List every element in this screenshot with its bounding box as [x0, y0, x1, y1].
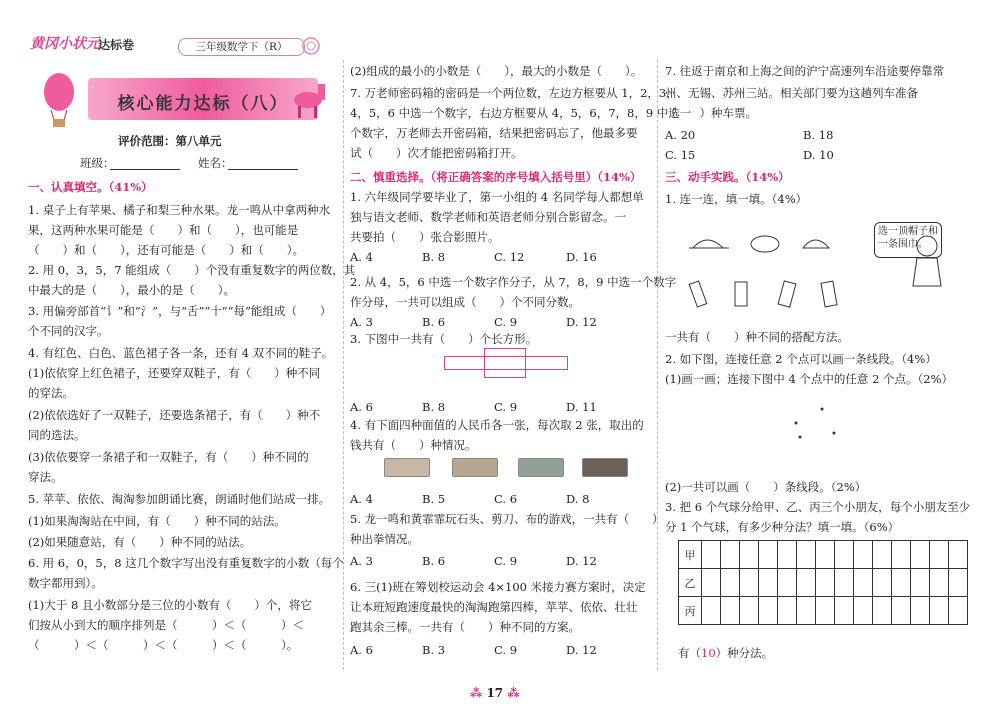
question-text: 6. 用 6，0，5，8 这几个数字写出没有重复数字的小数（每个: [28, 556, 344, 570]
question-text: 4. 有红色、白色、蓝色裙子各一条，还有 4 双不同的鞋子。: [28, 346, 334, 360]
question-text: 个不同的汉字。: [28, 324, 109, 338]
choice-option[interactable]: B. 8: [422, 400, 446, 414]
choice-option[interactable]: D. 12: [566, 315, 597, 329]
question-text: 6. 三(1)班在筹划校运动会 4×100 米接力赛方案时，决定: [350, 580, 646, 594]
question-text: 跑其余三棒。一共有（ ）种不同的方案。: [350, 620, 580, 634]
answer-value: 10: [701, 646, 716, 660]
question-text: 共要拍（ ）张合影照片。: [350, 230, 500, 244]
choice-option[interactable]: C. 9: [494, 315, 518, 329]
choice-option[interactable]: C. 15: [665, 148, 696, 162]
question-text: (3)依依要穿一条裙子和一双鞋子，有（ ）种不同的: [28, 450, 309, 464]
money-20-yuan: [452, 458, 498, 477]
question-text: 穿法。: [28, 470, 63, 484]
question-text: （ ）和（ ），还有可能是（ ）和（ ）。: [28, 243, 304, 257]
question-text: (2)如果随意站，有（ ）种不同的站法。: [28, 535, 252, 549]
question-text: 让本班短跑速度最快的淘淘跑第四棒，苹苹、依依、壮壮: [350, 600, 638, 614]
question-text: 1. 桌子上有苹果、橘子和梨三种水果。龙一鸣从中拿两种水: [28, 203, 331, 217]
choice-option[interactable]: D. 10: [803, 148, 834, 162]
choice-option[interactable]: B. 6: [422, 554, 446, 568]
section-banner: [88, 78, 318, 120]
question-text: 作分母，一共可以组成（ ）个不同分数。: [350, 295, 580, 309]
choice-options: [350, 400, 638, 414]
evaluation-scope: 评价范围：第八单元: [118, 134, 222, 148]
rectangle-figure: [444, 348, 568, 380]
choice-option[interactable]: A. 20: [665, 128, 696, 142]
question-text: 个数字，万老师去开密码箱，结果把密码忘了，他最多要: [350, 126, 638, 140]
question-text: 分 1 个气球，有多少种分法？填一填。（6%）: [665, 520, 900, 534]
money-10-yuan: [384, 458, 430, 477]
question-text: 独与语文老师、数学老师和英语老师分别合影留念。一: [350, 210, 626, 224]
girl-icon: [905, 232, 945, 288]
choice-option[interactable]: C. 9: [494, 643, 518, 657]
choice-option[interactable]: A. 4: [350, 492, 373, 506]
choice-options: [350, 315, 638, 329]
choice-option[interactable]: A. 3: [350, 315, 373, 329]
choice-option[interactable]: D. 16: [566, 250, 597, 264]
class-field[interactable]: [110, 169, 180, 170]
question-text: 果，这两种水果可能是（ ）和（ ），也可能是: [28, 223, 299, 237]
choice-option[interactable]: A. 6: [350, 400, 373, 414]
money-50-yuan: [518, 458, 564, 477]
balloon-grid: [678, 540, 968, 625]
choice-option[interactable]: B. 3: [422, 643, 446, 657]
name-field[interactable]: [228, 169, 298, 170]
question-text: 同的选法。: [28, 428, 86, 442]
question-text: (1)依依穿上红色裙子，还要穿双鞋子，有（ ）种不同: [28, 366, 321, 380]
choice-option[interactable]: B. 8: [422, 250, 446, 264]
divider: [343, 60, 344, 670]
choice-options: [350, 643, 638, 657]
question-text: 的穿法。: [28, 386, 74, 400]
brand-logo: 黄冈小状元: [30, 36, 100, 52]
grade-label: 三年级数学下（R）: [178, 38, 305, 56]
choice-options: [350, 492, 638, 506]
hats-and-scarves-illustration: [685, 228, 865, 312]
question-text: (2)一共可以画（ ）条线段。（2%）: [665, 480, 867, 494]
question-text: (1)如果淘淘站在中间，有（ ）种不同的站法。: [28, 514, 286, 528]
choice-option[interactable]: D. 12: [566, 643, 597, 657]
page-number: ⁂ 17 ⁂: [470, 686, 520, 700]
balloon-icon: [42, 72, 76, 128]
answer-line: 有（10）种分法。: [678, 646, 774, 660]
question-text: 5. 龙一鸣和黄霏霏玩石头、剪刀、布的游戏，一共有（ ）: [350, 512, 664, 526]
question-text: (2)组成的最小的小数是（ ），最大的小数是（ ）。: [350, 64, 643, 78]
divider: [657, 60, 658, 670]
choice-options: [665, 128, 941, 142]
question-text: 种出拳情况。: [350, 532, 419, 546]
choice-options: [350, 250, 638, 264]
choice-option[interactable]: B. 6: [422, 315, 446, 329]
horse-icon: [286, 80, 334, 120]
swirl-icon: [300, 36, 322, 56]
section-heading: 三、动手实践。（14%）: [665, 170, 790, 184]
choice-option[interactable]: C. 6: [494, 492, 518, 506]
section-heading: 二、慎重选择。（将正确答案的序号填入括号里）（14%）: [350, 170, 642, 184]
question-text: 数字都用到）。: [28, 576, 103, 590]
question-text: 一共有（ ）种不同的搭配方法。: [665, 330, 849, 344]
choice-option[interactable]: A. 4: [350, 250, 373, 264]
choice-option[interactable]: D. 12: [566, 554, 597, 568]
question-text: 州、无锡、苏州三站。相关部门要为这趟列车准备: [665, 86, 918, 100]
name-label: 姓名：: [198, 156, 233, 170]
choice-option[interactable]: C. 12: [494, 250, 525, 264]
choice-option[interactable]: B. 5: [422, 492, 446, 506]
question-text: 3. 把 6 个气球分给甲、乙、丙三个小朋友，每个小朋友至少: [665, 500, 971, 514]
question-text: (1)画一画；连接下图中 4 个点中的任意 2 个点。（2%）: [665, 372, 954, 386]
question-text: 4，5，6 中选一个数字，右边方框要从 4，5，6，7，8，9 中选一: [350, 106, 692, 120]
question-text: 试（ ）次才能把密码箱打开。: [350, 146, 523, 160]
dots-figure: [790, 405, 840, 445]
choice-options: [350, 554, 638, 568]
choice-option[interactable]: B. 18: [803, 128, 834, 142]
choice-option[interactable]: C. 9: [494, 400, 518, 414]
question-text: 们按从小到大的顺序排列是（ ）＜（ ）＜: [28, 618, 304, 632]
class-label: 班级：: [80, 156, 115, 170]
row-label: 乙: [679, 569, 702, 597]
question-text: 2. 如下图，连接任意 2 个点可以画一条线段。（4%）: [665, 352, 937, 366]
question-text: 5. 苹苹、依依、淘淘参加朗诵比赛，朗诵时他们站成一排。: [28, 492, 331, 506]
brand-sub: 达标卷: [98, 38, 135, 52]
banner-title: 核心能力达标（八）: [117, 94, 289, 114]
choice-option[interactable]: C. 9: [494, 554, 518, 568]
question-text: 7. 万老师密码箱的密码是一个两位数，左边方框要从 1，2，3，: [350, 86, 678, 100]
question-text: 3. 用偏旁部首“讠”和“氵”，与“舌”“十”“每”能组成（ ）: [28, 304, 332, 318]
question-text: 2. 用 0，3，5，7 能组成（ ）个没有重复数字的两位数，其: [28, 263, 356, 277]
question-text: 3. 下图中一共有（ ）个长方形。: [350, 332, 538, 346]
question-text: 1. 连一连，填一填。（4%）: [665, 192, 808, 206]
choice-option[interactable]: D. 8: [566, 492, 590, 506]
question-text: 钱共有（ ）种情况。: [350, 438, 477, 452]
choice-option[interactable]: D. 11: [566, 400, 597, 414]
question-text: （ ）种车票。: [665, 106, 757, 120]
question-text: (2)依依选好了一双鞋子，还要选条裙子，有（ ）种不: [28, 408, 321, 422]
money-100-yuan: [582, 458, 628, 477]
speech-bubble: 选一顶帽子和一条围巾。: [874, 222, 942, 258]
question-text: （ ）＜（ ）＜（ ）＜（ ）。: [28, 638, 299, 652]
choice-option[interactable]: A. 3: [350, 554, 373, 568]
choice-options: [665, 148, 941, 162]
row-label: 丙: [679, 597, 702, 625]
row-label: 甲: [679, 541, 702, 569]
question-text: 7. 往返于南京和上海之间的沪宁高速列车沿途要停靠常: [665, 64, 945, 78]
choice-option[interactable]: A. 6: [350, 643, 373, 657]
section-heading: 一、认真填空。（41%）: [28, 180, 153, 194]
question-text: 中最大的是（ ），最小的是（ ）。: [28, 283, 235, 297]
question-text: 1. 六年级同学要毕业了，第一小组的 4 名同学每人都想单: [350, 190, 644, 204]
question-text: 4. 有下面四种面值的人民币各一张，每次取 2 张，取出的: [350, 418, 644, 432]
question-text: (1)大于 8 且小数部分是三位的小数有（ ）个，将它: [28, 598, 312, 612]
question-text: 2. 从 4，5，6 中选一个数字作分子，从 7，8，9 中选一个数字: [350, 275, 677, 289]
